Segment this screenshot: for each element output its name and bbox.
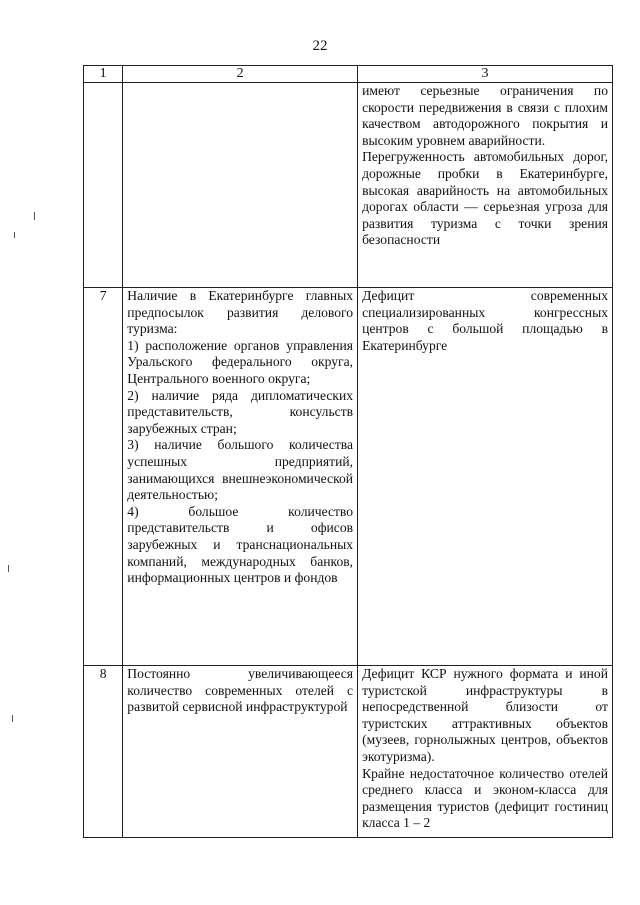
- scan-artifact: [14, 232, 15, 238]
- cell-paragraph: Наличие в Екатеринбурге главных предпосылок развития делового туризма:: [127, 288, 354, 337]
- row-col3-cell: [358, 288, 613, 666]
- cell-paragraph: Дефицит КСР нужного формата и иной туристской инфраструктуры в непосредственной близости от туристских аттрактивных объектов (музеев, горнолыжных центров, объектов экотуризма).: [362, 666, 608, 764]
- cell-list-item: 2) наличие ряда дипломатических представительств, консульств зарубежных стран;: [127, 387, 354, 436]
- row-col3-cell: [358, 83, 613, 288]
- cell-paragraph: Крайне недостаточное количество отелей среднего класса и эконом-класса для размещения туристов (дефицит гостиниц класса 1 – 2: [362, 765, 608, 831]
- cell-list-item: 3) наличие большого количества успешных предприятий, занимающихся внешнеэкономической деятельностью;: [127, 437, 354, 503]
- row-col2-cell: [123, 666, 358, 838]
- row-col2-cell: [123, 288, 358, 666]
- row-number: 8: [84, 666, 123, 838]
- cell-paragraph: Дефицит современных специализированных конгрессных центров с большой площадью в Екатеринбурге: [362, 288, 608, 353]
- scan-artifact: [8, 565, 9, 572]
- page-number: 22: [312, 38, 328, 54]
- table-row: [84, 666, 613, 838]
- cell-paragraph: Постоянно увеличивающееся количество современных отелей с развитой сервисной инфраструктурой: [127, 666, 354, 715]
- cell-paragraph: имеют серьезные ограничения по скорости передвижения в связи с плохим качеством автодорожного покрытия и высоким уровнем аварийности.: [362, 83, 608, 148]
- row-number: 7: [84, 288, 123, 666]
- cell-paragraph: Перегруженность автомобильных дорог, дорожные пробки в Екатеринбурге, высокая аварийность на автомобильных дорогах области — серьезная угроза для развития туризма с точки зрения безопасности: [362, 149, 608, 248]
- content-table: [83, 65, 613, 838]
- column-header-3: 3: [358, 66, 613, 83]
- table-row: [84, 288, 613, 666]
- table-row: [84, 83, 613, 288]
- table-header-row: [84, 66, 613, 83]
- row-col2-cell: [123, 83, 358, 288]
- row-col3-cell: [358, 666, 613, 838]
- row-number: [84, 83, 123, 288]
- cell-list-item: 1) расположение органов управления Уральского федерального округа, Центрального военного округа;: [127, 337, 354, 386]
- cell-list-item: 4) большое количество представительств и офисов зарубежных и транснациональных компаний, международных банков, информационных центров и фондов: [127, 503, 354, 586]
- scan-artifact: [12, 715, 13, 722]
- column-header-2: 2: [123, 66, 358, 83]
- column-header-1: 1: [84, 66, 123, 83]
- scan-artifact: [34, 212, 35, 220]
